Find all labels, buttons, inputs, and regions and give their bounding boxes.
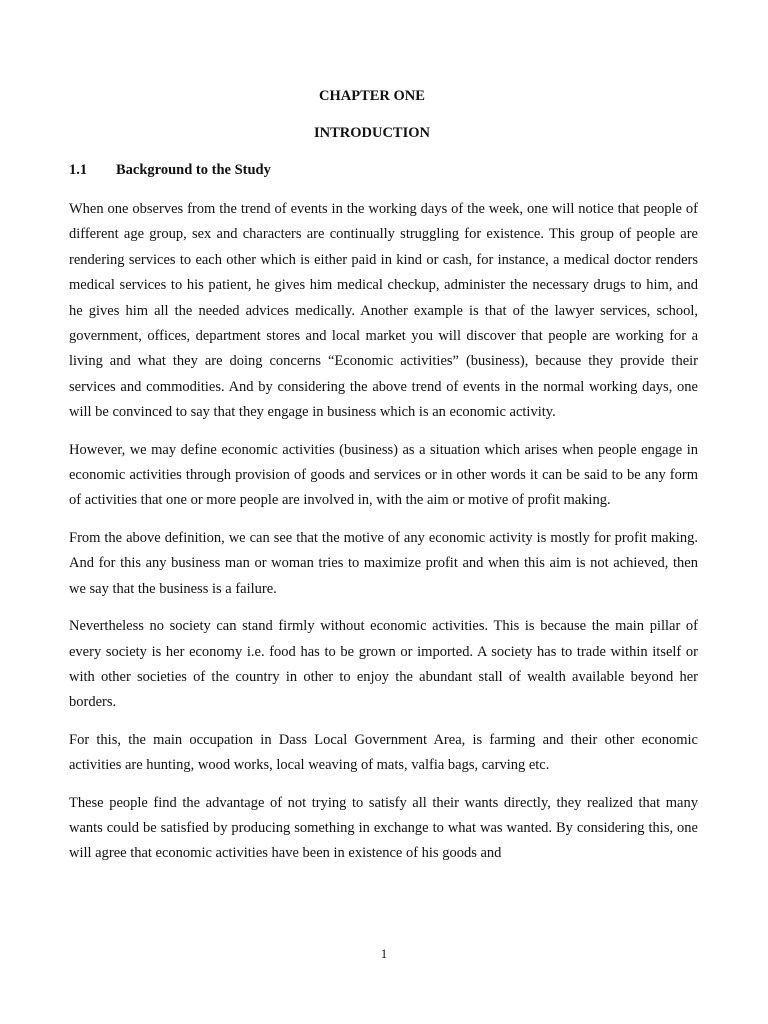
chapter-title: CHAPTER ONE xyxy=(319,88,425,104)
paragraph: However, we may define economic activities (business) as a situation which arises when people engage in economic activities through provision of goods and services or in other words it can be said to be any form of activities that one or more people are involved in, with the aim or motive of profit making. xyxy=(69,441,698,509)
paragraph: For this, the main occupation in Dass Local Government Area, is farming and their other economic activities are hunting, wood works, local weaving of mats, valfia bags, carving etc. xyxy=(69,731,698,774)
section-title: Background to the Study xyxy=(116,162,271,178)
paragraph: These people find the advantage of not trying to satisfy all their wants directly, they realized that many wants could be satisfied by producing something in exchange to what was wanted. By considering this, one will agree that economic activities have been in existence of his goods and xyxy=(69,794,698,862)
paragraph: When one observes from the trend of events in the working days of the week, one will notice that people of different age group, sex and characters are continually struggling for existence. This group of people are rendering services to each other which is either paid in kind or cash, for instance, a medical doctor renders medical services to his patient, he gives him medical checkup, administer the necessary drugs to him, and he gives him all the needed advices medically. Another example is that of the lawyer services, school, government, offices, department stores and local market you will discover that people are working for a living and what they are doing concerns “Economic activities” (business), because they provide their services and commodities. And by considering the above trend of events in the normal working days, one will be convinced to say that they engage in business which is an economic activity. xyxy=(69,201,698,421)
section-heading xyxy=(69,161,271,179)
chapter-subtitle: INTRODUCTION xyxy=(313,125,430,141)
paragraph: Nevertheless no society can stand firmly without economic activities. This is because the main pillar of every society is her economy i.e. food has to be grown or imported. A society has to trade within itself or with other societies of the country in other to enjoy the abundant stall of wealth available beyond her borders. xyxy=(69,618,698,711)
page-number: 1 xyxy=(380,947,388,961)
body-text xyxy=(69,197,698,879)
section-number: 1.1 xyxy=(69,162,88,178)
paragraph: From the above definition, we can see that the motive of any economic activity is mostly for profit making. And for this any business man or woman tries to maximize profit and when this aim is not achieved, then we say that the business is a failure. xyxy=(69,529,698,597)
